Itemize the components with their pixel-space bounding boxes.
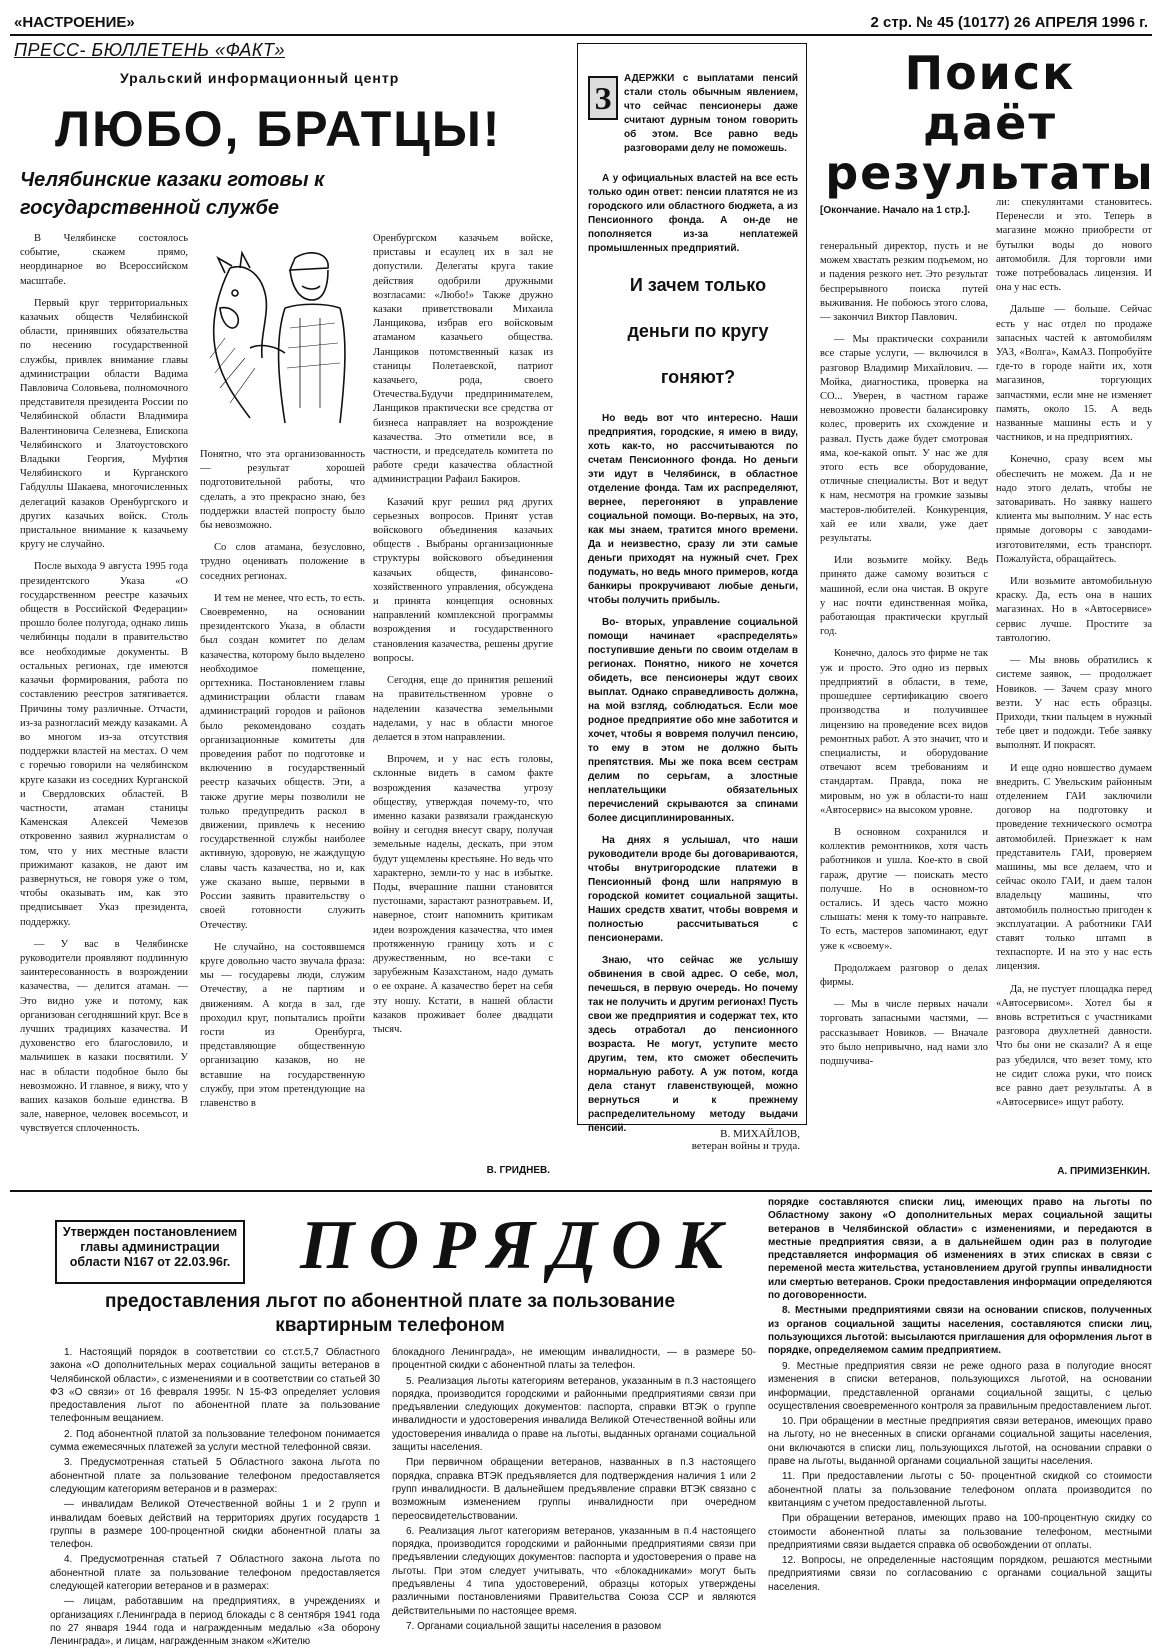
newspaper-name: «НАСТРОЕНИЕ» [14,14,135,31]
paragraph: Дальше — больше. Сейчас есть у нас отдел по продаже запасных частей к автомобилям УАЗ, «Волга», КамАЗ. Попробуйте где-то в городе найти их, хотя магазинов, торгующих запчастями, если мне не изменяет память, около 15. А ведь названные машины есть и у частников, и на предприятиях. [996,304,1152,444]
header-rule [10,34,1152,36]
paragraph: 1. Настоящий порядок в соответствии со ст.ст.5,7 Областного закона «О дополнительных мерах социальной защиты ветеранов в Челябинской области», с изменениями и в соответствии со статьей 30 ФЗ «О связи» от 16 февраля 1995г. N 15-ФЗ определяет условия предоставления льгот по абонентной плате за пользование телефонным вещанием. [50,1347,380,1425]
article-title-poisk [825,48,1155,198]
paragraph: Или возьмите мойку. Ведь принято даже самому возиться с машиной, если она чистая. В округе у нас почти единственная мойка, работающая практически круглый год. [820,555,988,638]
paragraph: 7. Органами социальной защиты населения в разовом [406,1620,662,1632]
paragraph: Конечно, далось это фирме не так уж и просто. Это одно из первых предприятий в области, в теме, прошедшее сертификацию своего производства и получившее лицензию на проведение всех видов ремонтных работ. А это значит, что и специалисты, и оборудование отвечают всем требованиям и стандартам. Правда, пока не мировым, но уж в области-то наш «Автосервис» на высоком уровне. [820,648,988,816]
paragraph: Во- вторых, управление социальной помощи начинает «распределять» поступившие деньги по своим отделам в регионах. Понятно, никого не хочется обидеть, все пенсионеры ждут своих выплат. Однако справедливость должна, на мой взгляд, соблюдаться. Если мое родное предприятие обо мне заботится и хочет, чтобы я вовремя получил пенсию, то ему в этом не должно быть препятствия. Мы же пока всем сестрам делим по серьгам, а злостные неплательщики обязательных перечислений скрываются за спинами более дисциплинированных. [588,617,798,824]
continuation-note [820,204,988,238]
author-role: ветеран войны и труда. [691,1140,800,1152]
paragraph: — Мы вновь обратились к системе заявок, — продолжает Новиков. — Зачем сразу много везти. У нас есть образцы. Приходи, ткни пальцем в нужный тебе цвет и подожди. Тебе заявку выполнят. И покрасят. [996,655,1152,752]
paragraph: После выхода 9 августа 1995 года президентского Указа «О государственном реестре казачьих обществ в Российской Федерации» прошло более полугода, однако лишь челябинцы подали в правительство все необходимые документы. В остальных регионах, где имеются казачьи формирования, работа по составлению реестров затягивается. Причины тому различные. Отчасти, из-за разногласий между казаками. А во многом из-за отсутствия поддержки властей на местах. О чем с горечью говорили на челябинском круге казаки из соседних Курганской и Свердловских областей. В частности, атаман станицы Каменская Алексей Чемезов откровенно заявил журналистам о том, что у них местные власти прижимают казаков, не дают им развернуться, не говоря уже о том, чтобы оказывать им, как это предписывает Указ президента, поддержку. [20,561,188,928]
paragraph: При первичном обращении ветеранов, названных в п.3 настоящего порядка, справка ВТЭК предъявляется для подтверждения наличия 1 или 2 групп инвалидности. В дальнейшем предъявление справки ВТЭК связано с возможным изменением группы инвалидности при очередном переосвидетельствовании. [392,1457,756,1522]
article-subtitle-lubo: Челябинские казаки готовы к государственной службе [20,169,325,219]
paragraph: АДЕРЖКИ с выплатами пенсий стали столь обычным явлением, что сейчас пенсионеры даже считают дурным тоном говорить об этом. Все равно ведь разговорами делу не поможешь. [624,73,798,154]
cossack-horse-illustration [190,228,350,428]
issue-info: 2 стр. № 45 (10177) 26 АПРЕЛЯ 1996 г. [870,14,1148,31]
article1-column-1 [20,232,188,1162]
author-gridnev: В. ГРИДНЕВ. [486,1165,550,1176]
title-line: Поиск [904,46,1076,100]
pension-head-paragraph [624,72,798,170]
paragraph: 3. Предусмотренная статьей 5 Областного закона льгота по абонентной плате за пользование телефоном предоставляется следующим категориям ветеранов и в размерах: [50,1457,380,1495]
paragraph: В основном сохранился и коллектив ремонтников, хотя часть работников и ушла. Кое-кто в свой гараж, другие — поискать место получше. Но в основном-то остались. И здесь часто можно слышать: меня к тому-то направьте. То есть, мастеров запоминают, едут уже к «своему». [820,826,988,952]
paragraph: порядке составляются списки лиц, имеющих право на льготы по Областному закону «О дополнительных мерах социальной защиты ветеранов в Челябинской области» с изменениями, и передаются в местные предприятия связи, а в дальнейшем один раз в полугодие представляется информация об изменениях в этих списках в связи с переменой места жительства, установлением другой группы инвалидности или смертью ветеранов. Сроки предоставления информации определяются по договоренности. [768,1197,1152,1302]
author-primizenkin: А. ПРИМИЗЕНКИН. [1057,1166,1150,1177]
paragraph: Конечно, сразу всем мы обеспечить не можем. Да и не надо этого делать, чтобы не затоваривать. Но заявку нашего клиента мы выполним. У нас есть прямые договоры с заводами-изготовителями, есть транспорт. Пожалуйста, обращайтесь. [996,454,1152,565]
paragraph: При обращении ветеранов, имеющих право на 100-процентную скидку со стоимости абонентной платы за пользование телефоном, местными предприятиями связи выдается справка об освобождении от оплаты. [768,1513,1152,1551]
paragraph: 6. Реализация льгот категориям ветеранов, указанным в п.4 настоящего порядка, производится городскими и районными предприятиями связи при предъявлении следующих документов: паспорта и удостоверения о праве на льготы. При этом следует учитывать, что «блокадниками» могут быть предъявлены 4 типа удостоверений, образцы которых утверждены различными постановлениями Правительства Союза ССР и являются действительными по настоящее время. [392,1525,756,1617]
paragraph: А у официальных властей на все есть только один ответ: пенсии платятся не из городского или областного бюджета, а из Пенсионного фонда. А он-де не пополняется из-за неплатежей промышленных предприятий. [588,173,798,254]
author-name: В. МИХАЙЛОВ, [720,1128,800,1140]
paragraph: 11. При предоставлении льготы с 50- процентной скидкой со стоимости абонентной платы за пользование телефоном оплата производится по квитанциям с учетом предоставленной льготы. [768,1471,1152,1509]
article-title-poryadok: ПОРЯДОК [300,1207,737,1284]
paragraph: ли: спекулянтами становитесь. Перенесли и это. Теперь в магазине можно приобрести от бутылки воды до нового автомобиля. Для торговли ими тоже потребовалась лицензия. И она у нас есть. [996,197,1152,294]
paragraph: 9. Местные предприятия связи не реже одного раза в полугодие вносят изменения в списки ветеранов, пользующихся льготой, на основании информации, представленной органами социальной защиты, с целью осуществления своевременного контроля за правильным предоставлением льгот. [768,1361,1152,1412]
paragraph: Или возьмите автомобильную краску. Да, есть она в наших магазинах. Но в «Автосервисе» сервис лучше. Простите за тавтологию. [996,576,1152,644]
paragraph: — Мы в числе первых начали торговать запасными частями, — рассказывает Новиков. — Вначале это было непривычно, над нами зло подшучива- [820,999,988,1067]
order-column-3 [768,1360,1152,1636]
paragraph: Не случайно, на состоявшемся круге довольно часто звучала фраза: мы — государевы люди, служим Отечеству, а не партиям и движениям. А когда в зал, где проходил круг, попытались пройти гости из Оренбурга, представляющие общественную организацию казаков, но не вставшие на государственную службу, при этом претендующие на главенство в [200,941,365,1109]
paragraph: И еще одно новшество думаем внедрить. С Увельским районным отделением ГАИ заключили договор на подготовку и проведение технического осмотра автомобилей. Приезжает к нам представитель ГАИ, проверяем машины, мы все делаем, что и сейчас около ГАИ, и даем талон владельцу машины, что автомобиль полностью пригоден к эксплуатации. А работники ГАИ ставят только штамп в техпаспорте. И на это у нас есть лицензия. [996,762,1152,973]
paragraph: — инвалидам Великой Отечественной войны 1 и 2 групп и инвалидам боевых действий на территориях других государств 1 группы в размере 100-процентной скидки абонентной платы за телефон. [50,1499,380,1551]
paragraph: 5. Реализация льготы категориям ветеранов, указанным в п.3 настоящего порядка, производится городскими и районными предприятиями связи при предъявлении следующих документов: паспорта, справки ВТЭК о группе инвалидности и удостоверения инвалида Великой Отечественной войны или удостоверения инвалида о праве на льготы, выданных органами социальной защиты населения. [392,1375,756,1454]
author-mikhailov [620,1128,800,1152]
article3-column-1 [820,240,988,1162]
paragraph: 10. При обращении в местные предприятия связи ветеранов, имеющих право на льготу, но не внесенных в списки органами социальной защиты населения, они включаются в списки лиц, пользующихся льготой, на основании справки о праве на льготы, выданной органами социальной защиты населения. [768,1416,1152,1468]
paragraph: [Окончание. Начало на 1 стр.]. [820,205,970,216]
paragraph: Продолжаем разговор о делах фирмы. [820,962,988,988]
pension-intro [588,172,798,252]
article1-column-3 [373,232,553,1162]
paragraph: Со слов атамана, безусловно, трудно оценивать положение в соседних регионах. [200,542,365,582]
paragraph: — Мы практически сохранили все старые услуги, — включился в разговор Владимир Михайлович. — Мойка, диагностика, проверка на СО... Уверен, в частном гараже невозможно провести балансировку колес, проверить их схождение и развал. Пусть даже будет смотровая яма, кое-какой опыт. У нас же для этого есть все оборудование, отличные специалисты. Вот и ведут к нам, несмотря на громкие зазывы мастеров-любителей. Конкуренция, хай ее или хвали, уже дает результаты. [820,334,988,545]
paragraph: Да, не пустует площадка перед «Автосервисом». Хотел бы я вновь встретиться с участниками разговора двухлетней давности. Что бы они не сказали? А я еще раз убедился, что везет тому, кто не сидит сложа руки, что поиск все равно дает результаты. А в «Автосервисе» ищут работу. [996,983,1152,1109]
pension-article-title: И зачем только деньги по кругу гоняют? [627,275,769,387]
paragraph: Но ведь вот что интересно. Наши предприятия, городские, я имею в виду, хоть как-то, но рассчитываются по счетам Пенсионного фонда. Но деньги эти идут в Челябинск, в областное отделение фонда. Там их распределяют, вернее, перегоняют в управление социальной помощи. Во-первых, на это, как мы знаем, тратится много времени. Да и неизвестно, сразу ли эти самые деньги приходят на нужный счет. Грех подумать, но ведь много примеров, когда банкиры прокручивают любые деньги, чтобы получить прибыль. [588,413,798,606]
paragraph: Казачий круг решил ряд других серьезных вопросов. Принят устав войскового объединения казачьих обществ . Выбраны организационные структуры войскового объединения казачьих обществ, финансово-хозяйственного управления, обсуждена и принята концепция основных направлений комплексной программы возрождения и государственного становления казачества, решены другие вопросы. [373,496,553,664]
paragraph: Знаю, что сейчас же услышу обвинения в свой адрес. О себе, мол, печешься, в первую очередь. Но почему так не получить и другим регионах! Пусть свои же предприятия и содержат тех, кто здесь отработал до пенсионного возраста. Не могут, уступите место другим, тем, кто сможет обеспечить нормальную работу. А уж потом, когда дела станут главенствующей, можно вернуться и к прежнему распределительному методу выдачи пенсий. [588,955,798,1134]
bulletin-title: ПРЕСС- БЮЛЛЕТЕНЬ «ФАКТ» [14,40,285,60]
article-title-lubo: ЛЮБО, БРАТЦЫ! [55,101,502,157]
article-source: Уральский информационный центр [120,70,400,86]
paragraph: Первый круг территориальных казачьих обществ Челябинской области, принявших обязательства по несению государственной службы, привлек внимание главы администрации области Вадима Павловича Соловьева, полномочного представителя президента России по Челябинской области Владимира Валентиновича Селезнева, Епископа Челябинского и Златоустовского Владыки Георгия, Муфтия Челябинского и Курганского Габдуллы Шакаева, многочисленных делегаций казаков Оренбургского и других казачьих войск. Столь пристальное внимание к казачьему кругу не случайно. [20,297,188,551]
paragraph: Сегодня, еще до принятия решений на правительственном уровне о наделении казачества земельными наделами, у нас в области многое делается в этом направлении. [373,675,553,743]
section-rule [10,1190,1152,1192]
order-column-1 [50,1346,380,1648]
paragraph: В Челябинске состоялось событие, скажем прямо, неординарное во Всероссийском масштабе. [20,233,188,287]
paragraph: генеральный директор, пусть и не можем хвастать резким подъемом, но и падения резкого нет. Это результат беспрерывного поиска путей выживания. Не побоюсь этого слова, — закончил Виктор Павлович. [820,241,988,324]
pension-body [588,412,798,1134]
drop-cap: З [588,76,618,120]
paragraph: На днях я услышал, что наши руководители вроде бы договариваются, чтобы внутригородские платежи в Пенсионный фонд шли напрямую в городской комитет социальной защиты. Нашиx средств хватит, чтобы вовремя и полностью рассчитываться с пенсионерами. [588,835,798,944]
approval-box: Утвержден постановлением главы администрации области N167 от 22.03.96г. [55,1220,245,1284]
paragraph: Оренбургском казачьем войске, приставы и есаулец их в зал не допустили. Делегаты круга такие действия одобрили дружными возгласами: «Любо!» Также дружно казаки приветствовали Михаила Ланщикова, избрав его войсковым атаманом казачьего общества. Ланщиков потомственный казак из станицы Полетаевской, патриот казачьего, рода, своего Отечества.Будучи предпринимателем, Ланщиков практически все средства от бизнеса направляет на возрождение казачества. Это отметили все, в частности, и председатель комитета по работе среди казачества областной администрации Рафаил Бакиров. [373,233,553,486]
article3-column-2 [996,196,1152,1162]
order-column-2 [392,1346,756,1636]
paragraph: 8. Местными предприятиями связи на основании списков, полученных из органов социальной защиты населения, составляются списки лиц, пользующихся льготой: высылаются приглашения для оформления льгот в порядке, определяемом самим предприятием. [768,1305,1152,1357]
paragraph: 12. Вопросы, не определенные настоящим порядком, решаются местными предприятиями связи по согласованию с органами социальной защиты населения. [768,1555,1152,1593]
paragraph: Понятно, что эта организованность — результат хорошей подготовительной работы, что сделать, а это прекрасно знаю, без поддержки властей попросту было бы невозможно. [200,449,365,532]
article-subtitle-poryadok: предоставления льгот по абонентной плате за пользование квартирным телефоном [104,1291,676,1336]
title-line: результаты [825,146,1155,200]
paragraph: 2. Под абонентной платой за пользование телефоном понимается сумма ежемесячных платежей за услуги местной телефонной связи. [50,1428,380,1454]
paragraph: — У вас в Челябинске руководители проявляют подлинную заинтересованность в возрождении казачества, — делится атаман. — Это видно уже и потому, как организован сегодняшний круг. Все в лучших традициях казачества. И духовенство его благословило, и мальчишек в казаки посвятили. У нас в области подобное было бы невозможно. И главное, я вижу, что у ваших казаков больше единства. В зале, наверное, человек восемьсот, и чувствуется сплоченность. [20,938,188,1135]
paragraph: И тем не менее, что есть, то есть. Своевременно, на основании президентского Указа, в области был создан комитет по делам казачества, которому было выделено необходимое помещение, оргтехника. Постановлением главы администрации области главам администраций городов и районов было рекомендовано создать организационные комитеты для проведения работ по подготовке и включению в государственный реестр казачьих обществ. Эти, а также другие меры позволили не только предупредить раскол в движении, привлечь к несению государственной службы наиболее активную, здоровую, не жаждущую славы часть казачества, но и, как уже сказано выше, первыми в России заявить правительству о своей готовности служить Отечеству. [200,592,365,931]
paragraph: 4. Предусмотренная статьей 7 Областного закона льгота по абонентной плате за пользование телефоном предоставляется следующей категории ветеранов и в размерах: [50,1554,380,1593]
paragraph: Впрочем, и у нас есть головы, склонные видеть в самом факте возрождения казачества угрозу обществу, утверждая почему-то, что именно казаки развязали гражданскую войну и сегодня внесут свару, получая земельные наделы, дескать, при этом будут ущемлены крестьяне. Но ведь что характерно, земли-то у нас в избытке. Поды, вчерашние пашни становятся пустошами, зарастают разнотравьем. И, наверное, стоит напомнить критикам идеи возрождения казачества, что имея протяженную границу хоть и с дружественным, но все-таки с зарубежным Казахстаном, надо думать о ее охране. А казачество берет на себя эту ношу. Кстати, в нашей области казаков проживает более двадцати тысяч. [373,754,553,1035]
title-line: даёт [922,96,1058,150]
paragraph: блокадного Ленинграда», не имеющим инвалидности, — в размере 50-процентной скидки с абонентной платы за телефон. [392,1347,756,1372]
paragraph: — лицам, работавшим на предприятиях, в учреждениях и организациях г.Ленинграда в период блокады с 8 сентября 1941 года по 27 января 1944 года и награжденным медалью «За оборону Ленинграда», и лицам, награжденным знаком «Жителю [50,1596,380,1648]
article1-column-2 [200,448,365,1162]
order-top-right [768,1196,1152,1356]
